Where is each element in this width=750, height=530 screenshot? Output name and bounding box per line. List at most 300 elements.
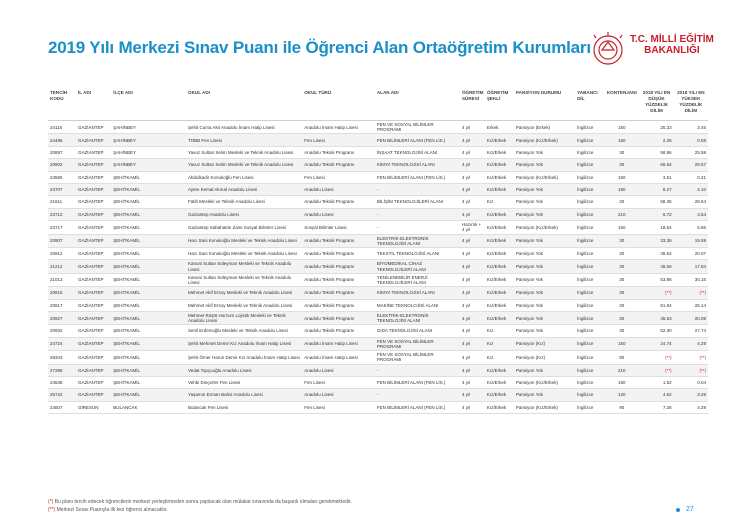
table-cell: 4 yıl xyxy=(460,351,485,364)
table-row xyxy=(48,376,708,388)
column-header: OKUL TÜRÜ xyxy=(302,88,375,121)
table-cell: GAZİANTEP xyxy=(76,208,111,220)
table-cell: TOBB Fen Lisesi xyxy=(186,134,302,146)
table-cell: Kız/Erkek xyxy=(485,134,514,146)
table-cell: Bulancak Fen Lisesi xyxy=(186,401,302,413)
table-cell: Yavuz Sultan Selim Mesleki ve Teknik Anadolu Lisesi xyxy=(186,159,302,171)
table-cell: FEN VE SOSYAL BİLİMLER PROGRAMI xyxy=(375,337,460,350)
table-cell: GAZİANTEP xyxy=(76,389,111,401)
table-cell: İngilizce xyxy=(575,311,604,324)
table-cell: ŞEHİTKAMİL xyxy=(111,389,186,401)
table-row xyxy=(48,134,708,146)
table-cell: 25722 xyxy=(48,389,76,401)
table-cell: 45.52 xyxy=(639,247,673,259)
table-cell: 4 yıl xyxy=(460,234,485,247)
table-row xyxy=(48,121,708,134)
table-cell: Kız xyxy=(485,196,514,208)
table-cell: 30 xyxy=(604,159,639,171)
table-cell: 58.86 xyxy=(639,146,673,158)
table-cell: GAZİANTEP xyxy=(76,311,111,324)
table-cell: (**) xyxy=(639,287,673,299)
table-cell: Mehmet Rüştü Horzum Lojistik Mesleki ve Teknik Anadolu Lisesi xyxy=(186,311,302,324)
table-cell: 4 yıl xyxy=(460,146,485,158)
column-header: 2018 YILI EN YÜKSEK YÜZDELİK DİLİM xyxy=(674,88,708,121)
table-row xyxy=(48,337,708,350)
footnotes xyxy=(48,498,352,514)
table-cell: Pansiyon (Kız/Erkek) xyxy=(514,376,575,388)
table-cell: (**) xyxy=(674,351,708,364)
footnote-mark: (*) xyxy=(48,499,54,505)
table-cell: Kız/Erkek xyxy=(485,171,514,183)
table-cell: İngilizce xyxy=(575,171,604,183)
table-cell: (**) xyxy=(639,351,673,364)
table-cell: 3.45 xyxy=(674,121,708,134)
table-cell: 4 yıl xyxy=(460,134,485,146)
table-cell: 20907 xyxy=(48,234,76,247)
table-cell: KİMYA TEKNOLOJİSİ ALANI xyxy=(375,159,460,171)
table-cell: 90 xyxy=(604,401,639,413)
table-cell: GAZİANTEP xyxy=(76,171,111,183)
table-cell: (**) xyxy=(639,364,673,376)
table-cell: - xyxy=(375,208,460,220)
table-cell: 20.08 xyxy=(674,311,708,324)
table-cell: İngilizce xyxy=(575,287,604,299)
footnote-mark: (**) xyxy=(48,507,56,513)
table-cell: Ayten Kemal Akınal Anadolu Lisesi xyxy=(186,183,302,195)
table-cell: ŞEHİTKAMİL xyxy=(111,311,186,324)
table-cell: Anadolu Teknik Programı xyxy=(302,146,375,158)
table-row xyxy=(48,311,708,324)
table-cell: 21212 xyxy=(48,260,76,273)
table-row xyxy=(48,208,708,220)
table-cell: 7.26 xyxy=(639,401,673,413)
table-cell: 23707 xyxy=(48,183,76,195)
table-cell: 8.27 xyxy=(639,183,673,195)
table-cell: 4 yıl xyxy=(460,208,485,220)
column-header: PANSİYON DURUMU xyxy=(514,88,575,121)
table-cell: 3.29 xyxy=(674,389,708,401)
table-cell: ŞEHİTKAMİL xyxy=(111,196,186,208)
table-cell: Abdulkadir Konukoğlu Fen Lisesi xyxy=(186,171,302,183)
table-cell: ŞEHİTKAMİL xyxy=(111,273,186,286)
table-cell: Kız xyxy=(485,337,514,350)
table-cell: Anadolu Teknik Programı xyxy=(302,273,375,286)
table-cell: 24724 xyxy=(48,337,76,350)
table-cell: GAZİANTEP xyxy=(76,234,111,247)
table-cell: BULANCAK xyxy=(111,401,186,413)
table-cell: Mehmet Akif Ersoy Mesleki ve Teknik Anadolu Lisesi xyxy=(186,287,302,299)
table-cell: Pansiyon Yok xyxy=(514,208,575,220)
table-cell: Vedat Topçuoğlu Anadolu Lisesi xyxy=(186,364,302,376)
table-cell: GAZİANTEP xyxy=(76,159,111,171)
table-cell: ŞEHİTKAMİL xyxy=(111,221,186,234)
table-cell: İngilizce xyxy=(575,146,604,158)
column-header: ÖĞRETİM ŞEKLİ xyxy=(485,88,514,121)
column-header: ÖĞRETİM SÜRESİ xyxy=(460,88,485,121)
table-cell: Hacı Sani Konukoğlu Mesleki ve Teknik Anadolu Lisesi xyxy=(186,234,302,247)
table-cell: Yavuz Sultan Selim Mesleki ve Teknik Anadolu Lisesi xyxy=(186,146,302,158)
table-cell: Anadolu Teknik Programı xyxy=(302,287,375,299)
logo-line-1: T.C. MİLLİ EĞİTİM xyxy=(630,34,714,45)
table-cell: 20897 xyxy=(48,146,76,158)
table-cell: TEKSTİL TEKNOLOJİSİ ALANI xyxy=(375,247,460,259)
table-cell: Kız/Erkek xyxy=(485,389,514,401)
table-cell: (**) xyxy=(674,364,708,376)
table-cell: 20.07 xyxy=(674,247,708,259)
table-cell: FEN BİLİMLERİ ALANI (FEN LİS.) xyxy=(375,134,460,146)
table-cell: 4.62 xyxy=(639,389,673,401)
table-cell: ŞEHİTKAMİL xyxy=(111,337,186,350)
table-cell: 53.86 xyxy=(639,273,673,286)
table-cell: 4 yıl xyxy=(460,364,485,376)
table-cell: 210 xyxy=(604,208,639,220)
table-cell: Fatih Mesleki ve Teknik Anadolu Lisesi xyxy=(186,196,302,208)
column-header: İL ADI xyxy=(76,88,111,121)
table-cell: 52.30 xyxy=(639,325,673,337)
table-cell: GAZİANTEP xyxy=(76,376,111,388)
table-cell: 28.54 xyxy=(674,196,708,208)
table-cell: 20815 xyxy=(48,287,76,299)
table-cell: 24538 xyxy=(48,376,76,388)
table-cell: 4 yıl xyxy=(460,260,485,273)
table-cell: Anadolu Lisesi xyxy=(302,208,375,220)
table-cell: Anadolu Teknik Programı xyxy=(302,234,375,247)
table-cell: 27.74 xyxy=(674,325,708,337)
table-row xyxy=(48,196,708,208)
table-cell: İngilizce xyxy=(575,196,604,208)
table-cell: Pansiyon Yok xyxy=(514,196,575,208)
table-cell: ŞEHİTKAMİL xyxy=(111,299,186,311)
table-cell: 4 yıl xyxy=(460,273,485,286)
table-cell: FEN BİLİMLERİ ALANI (FEN LİS.) xyxy=(375,171,460,183)
table-cell: Anadolu Teknik Programı xyxy=(302,196,375,208)
table-cell: 150 xyxy=(604,376,639,388)
schools-table xyxy=(48,88,708,414)
table-cell: Anadolu İmam Hatip Lisesi xyxy=(302,337,375,350)
table-cell: Pansiyon (Kız) xyxy=(514,351,575,364)
table-cell: FEN VE SOSYAL BİLİMLER PROGRAMI xyxy=(375,121,460,134)
table-cell: 33.39 xyxy=(639,234,673,247)
table-cell: 20817 xyxy=(48,299,76,311)
table-cell: 150 xyxy=(604,221,639,234)
table-cell: 21611 xyxy=(48,196,76,208)
table-cell: Fen Lisesi xyxy=(302,401,375,413)
page-dot-icon xyxy=(676,508,680,512)
table-cell: Anadolu Teknik Programı xyxy=(302,311,375,324)
table-cell: İngilizce xyxy=(575,401,604,413)
table-cell: Kız/Erkek xyxy=(485,376,514,388)
table-row xyxy=(48,287,708,299)
table-cell: 81.84 xyxy=(639,299,673,311)
table-cell: 18.64 xyxy=(639,221,673,234)
table-cell: Mehmet Akif Ersoy Mesleki ve Teknik Anadolu Lisesi xyxy=(186,299,302,311)
table-cell: 4 yıl xyxy=(460,311,485,324)
table-cell: ŞAHİNBEY xyxy=(111,134,186,146)
table-cell: 4 yıl xyxy=(460,121,485,134)
table-cell: Pansiyon (Kız/Erkek) xyxy=(514,134,575,146)
column-header: TERCİH KODU xyxy=(48,88,76,121)
table-cell: Pansiyon Yok xyxy=(514,287,575,299)
table-cell: Anadolu Teknik Programı xyxy=(302,159,375,171)
table-cell: Anadolu İmam Hatip Lisesi xyxy=(302,121,375,134)
table-cell: Pansiyon Yok xyxy=(514,311,575,324)
table-cell: Pansiyon Yok xyxy=(514,234,575,247)
table-cell: Pansiyon Yok xyxy=(514,299,575,311)
table-cell: Kanuni Sultan Süleyman Mesleki ve Teknik Anadolu Lisesi xyxy=(186,273,302,286)
table-cell: 1.52 xyxy=(639,376,673,388)
table-cell: 120 xyxy=(604,389,639,401)
footnote-text: Merkezi Sınav Puanıyla ilk kez öğrenci alınacaktır. xyxy=(56,507,168,513)
table-cell: 45.53 xyxy=(639,311,673,324)
table-cell: ELEKTRİK-ELEKTRONİK TEKNOLOJİSİ ALANI xyxy=(375,234,460,247)
table-cell: 150 xyxy=(604,134,639,146)
table-cell: Pansiyon Yok xyxy=(514,183,575,195)
table-cell: İngilizce xyxy=(575,325,604,337)
table-row xyxy=(48,234,708,247)
table-row xyxy=(48,273,708,286)
table-cell: 24607 xyxy=(48,401,76,413)
table-cell: 30 xyxy=(604,196,639,208)
table-cell: 25.14 xyxy=(674,299,708,311)
table-cell: GAZİANTEP xyxy=(76,337,111,350)
page-title: 2019 Yılı Merkezi Sınav Puanı ile Öğrenci Alan Ortaöğretim Kurumları xyxy=(48,38,591,57)
table-cell: ŞEHİTKAMİL xyxy=(111,351,186,364)
table-row xyxy=(48,260,708,273)
table-cell: GAZİANTEP xyxy=(76,325,111,337)
column-header: 2018 YILI EN DÜŞÜK YÜZDELİK DİLİM xyxy=(639,88,673,121)
table-row xyxy=(48,325,708,337)
table-cell: Anadolu Lisesi xyxy=(302,389,375,401)
table-cell: 58.35 xyxy=(639,196,673,208)
footnote-2 xyxy=(48,506,352,514)
table-cell: 25.33 xyxy=(639,121,673,134)
table-cell: 30 xyxy=(604,146,639,158)
table-cell: GAZİANTEP xyxy=(76,287,111,299)
page-number: 27 xyxy=(686,506,694,513)
table-row xyxy=(48,389,708,401)
table-cell: İngilizce xyxy=(575,159,604,171)
table-cell: ŞEHİTKAMİL xyxy=(111,364,186,376)
table-cell: Pansiyon (Kız/Erkek) xyxy=(514,171,575,183)
table-cell: GAZİANTEP xyxy=(76,183,111,195)
table-header-row xyxy=(48,88,708,121)
table-cell: 20927 xyxy=(48,311,76,324)
table-cell: GAZİANTEP xyxy=(76,146,111,158)
table-cell: 0.59 xyxy=(674,134,708,146)
table-cell: Pansiyon Yok xyxy=(514,159,575,171)
table-cell: Şehit Mehmet Demir Kız Anadolu İmam Hatip Lisesi xyxy=(186,337,302,350)
table-cell: İngilizce xyxy=(575,260,604,273)
table-cell: Pansiyon Yok xyxy=(514,146,575,158)
table-cell: 150 xyxy=(604,171,639,183)
table-cell: ŞEHİTKAMİL xyxy=(111,287,186,299)
table-cell: Şehit Ömer Harun Demir Kız Anadolu İmam Hatip Lisesi xyxy=(186,351,302,364)
table-cell: GAZİANTEP xyxy=(76,273,111,286)
table-cell: Kız/Erkek xyxy=(485,311,514,324)
table-cell: - xyxy=(375,364,460,376)
table-cell: ŞEHİTKAMİL xyxy=(111,325,186,337)
table-cell: 20932 xyxy=(48,325,76,337)
table-cell: Kız/Erkek xyxy=(485,299,514,311)
table-cell: Kız/Erkek xyxy=(485,183,514,195)
table-cell: ŞEHİTKAMİL xyxy=(111,234,186,247)
table-cell: 23712 xyxy=(48,208,76,220)
table-cell: Anadolu Teknik Programı xyxy=(302,247,375,259)
table-row xyxy=(48,221,708,234)
table-cell: 0.21 xyxy=(674,171,708,183)
table-cell: - xyxy=(375,183,460,195)
table-cell: Kız/Erkek xyxy=(485,287,514,299)
table-cell: Pansiyon Yok xyxy=(514,247,575,259)
table-cell: YENİLENEBİLİR ENERJİ TEKNOLOJİLERİ ALANI xyxy=(375,273,460,286)
table-cell: 30.16 xyxy=(674,273,708,286)
table-cell: Anadolu Lisesi xyxy=(302,364,375,376)
table-cell: Kız/Erkek xyxy=(485,234,514,247)
table-cell: 30 xyxy=(604,247,639,259)
table-cell: 19.59 xyxy=(674,234,708,247)
table-cell: İngilizce xyxy=(575,351,604,364)
table-cell: Kız/Erkek xyxy=(485,146,514,158)
table-cell: İNŞAAT TEKNOLOJİSİ ALANI xyxy=(375,146,460,158)
table-cell: 4 yıl xyxy=(460,159,485,171)
table-cell: 180 xyxy=(604,183,639,195)
table-cell: Fen Lisesi xyxy=(302,134,375,146)
column-header: OKUL ADI xyxy=(186,88,302,121)
table-cell: Gaziantep Sabahattin Zaim Sosyal Bilimler Lisesi xyxy=(186,221,302,234)
table-cell: Gaziantep Anadolu Lisesi xyxy=(186,208,302,220)
table-cell: 30 xyxy=(604,273,639,286)
table-row xyxy=(48,401,708,413)
table-cell: GAZİANTEP xyxy=(76,260,111,273)
table-cell: 24486 xyxy=(48,134,76,146)
table-row xyxy=(48,183,708,195)
table-cell: GAZİANTEP xyxy=(76,196,111,208)
table-cell: Hacı Sani Konukoğlu Mesleki ve Teknik Anadolu Lisesi xyxy=(186,247,302,259)
table-body xyxy=(48,121,708,414)
table-row xyxy=(48,351,708,364)
table-cell: İngilizce xyxy=(575,121,604,134)
table-cell: Fen Lisesi xyxy=(302,171,375,183)
table-cell: ŞEHİTKAMİL xyxy=(111,208,186,220)
table-cell: Kız/Erkek xyxy=(485,221,514,234)
table-cell: Kız/Erkek xyxy=(485,159,514,171)
table-cell: ŞEHİTKAMİL xyxy=(111,260,186,273)
table-cell: İngilizce xyxy=(575,208,604,220)
table-cell: FEN BİLİMLERİ ALANI (FEN LİS.) xyxy=(375,376,460,388)
table-cell: 30 xyxy=(604,299,639,311)
table-cell: Pansiyon (Kız) xyxy=(514,337,575,350)
table-cell: FEN VE SOSYAL BİLİMLER PROGRAMI xyxy=(375,351,460,364)
table-cell: ŞAHİNBEY xyxy=(111,146,186,158)
table-cell: GAZİANTEP xyxy=(76,364,111,376)
table-cell: İngilizce xyxy=(575,183,604,195)
table-cell: 30 xyxy=(604,234,639,247)
table-cell: 5.86 xyxy=(674,221,708,234)
table-cell: İngilizce xyxy=(575,247,604,259)
table-cell: 210 xyxy=(604,364,639,376)
table-cell: 24115 xyxy=(48,121,76,134)
table-cell: GAZİANTEP xyxy=(76,221,111,234)
table-cell: GİRESUN xyxy=(76,401,111,413)
table-cell: Pansiyon Yok xyxy=(514,389,575,401)
table-cell: BİYOMEDİKAL CİHAZ TEKNOLOJİLERİ ALANI xyxy=(375,260,460,273)
table-cell: GIDA TEKNOLOJİSİ ALANI xyxy=(375,325,460,337)
table-cell: 21013 xyxy=(48,273,76,286)
table-cell: 4 yıl xyxy=(460,196,485,208)
footnote-text: Bu planı tercih edecek öğrencilerin merkezi yerleştirmeden sonra yapılacak olan mülakat sınavında da başarılı olmaları gerekmektedir. xyxy=(54,499,352,505)
table-cell: GAZİANTEP xyxy=(76,247,111,259)
column-header: KONTENJANI xyxy=(604,88,639,121)
table-cell: ŞAHİNBEY xyxy=(111,159,186,171)
table-cell: Kız/Erkek xyxy=(485,260,514,273)
table-cell: Pansiyon (Kız/Erkek) xyxy=(514,221,575,234)
table-cell: Pansiyon Yok xyxy=(514,273,575,286)
table-cell: Anadolu Teknik Programı xyxy=(302,260,375,273)
table-cell: Anadolu İmam Hatip Lisesi xyxy=(302,351,375,364)
table-cell: 4 yıl xyxy=(460,299,485,311)
table-cell: 4 yıl xyxy=(460,325,485,337)
table-cell: Senil Erdemoğlu Mesleki ve Teknik Anadolu Lisesi xyxy=(186,325,302,337)
table-cell: Anadolu Teknik Programı xyxy=(302,299,375,311)
table-cell: 30 xyxy=(604,260,639,273)
table-cell: Pansiyon (Kız/Erkek) xyxy=(514,401,575,413)
table-cell: İngilizce xyxy=(575,273,604,286)
table-cell: 30 xyxy=(604,325,639,337)
table-cell: 3.54 xyxy=(674,208,708,220)
table-cell: ŞEHİTKAMİL xyxy=(111,376,186,388)
table-cell: GAZİANTEP xyxy=(76,299,111,311)
table-cell: 28343 xyxy=(48,351,76,364)
table-cell: 4 yıl xyxy=(460,401,485,413)
table-cell: Hazırlık + 4 yıl xyxy=(460,221,485,234)
table-cell: 6.72 xyxy=(639,208,673,220)
table-cell: Kız/Erkek xyxy=(485,247,514,259)
table-cell: 0.04 xyxy=(674,376,708,388)
table-cell: Kız xyxy=(485,351,514,364)
table-cell: Sosyal Bilimler Lisesi xyxy=(302,221,375,234)
table-cell: Kız/Erkek xyxy=(485,364,514,376)
table-cell: - xyxy=(375,389,460,401)
table-cell: BİLİŞİM TEKNOLOJİLERİ ALANI xyxy=(375,196,460,208)
table-cell: 25.59 xyxy=(674,146,708,158)
table-cell: Pansiyon Yok xyxy=(514,364,575,376)
table-cell: KİMYA TEKNOLOJİSİ ALANI xyxy=(375,287,460,299)
table-row xyxy=(48,299,708,311)
table-cell: 66.64 xyxy=(639,159,673,171)
logo-line-2: BAKANLIĞI xyxy=(644,45,700,56)
table-cell: ŞEHİTKAMİL xyxy=(111,183,186,195)
table-cell: (**) xyxy=(674,287,708,299)
table-cell: 4 yıl xyxy=(460,171,485,183)
table-cell: 150 xyxy=(604,337,639,350)
table-row xyxy=(48,171,708,183)
table-cell: ŞAHİNBEY xyxy=(111,121,186,134)
column-header: ALAN ADI xyxy=(375,88,460,121)
table-cell: Anadolu Lisesi xyxy=(302,183,375,195)
table-cell: Pansiyon Yok xyxy=(514,260,575,273)
table-cell: GAZİANTEP xyxy=(76,134,111,146)
table-cell: İngilizce xyxy=(575,299,604,311)
table-cell: 4 yıl xyxy=(460,183,485,195)
table-cell: 4.29 xyxy=(674,337,708,350)
table-cell: Yaşamın Erman Bahsi Anadolu Lisesi xyxy=(186,389,302,401)
table-cell: ELEKTRİK-ELEKTRONİK TEKNOLOJİSİ ALANI xyxy=(375,311,460,324)
table-cell: 20912 xyxy=(48,247,76,259)
table-cell: 4 yıl xyxy=(460,389,485,401)
column-header: İLÇE ADI xyxy=(111,88,186,121)
table-cell: GAZİANTEP xyxy=(76,121,111,134)
table-cell: Kız xyxy=(485,325,514,337)
